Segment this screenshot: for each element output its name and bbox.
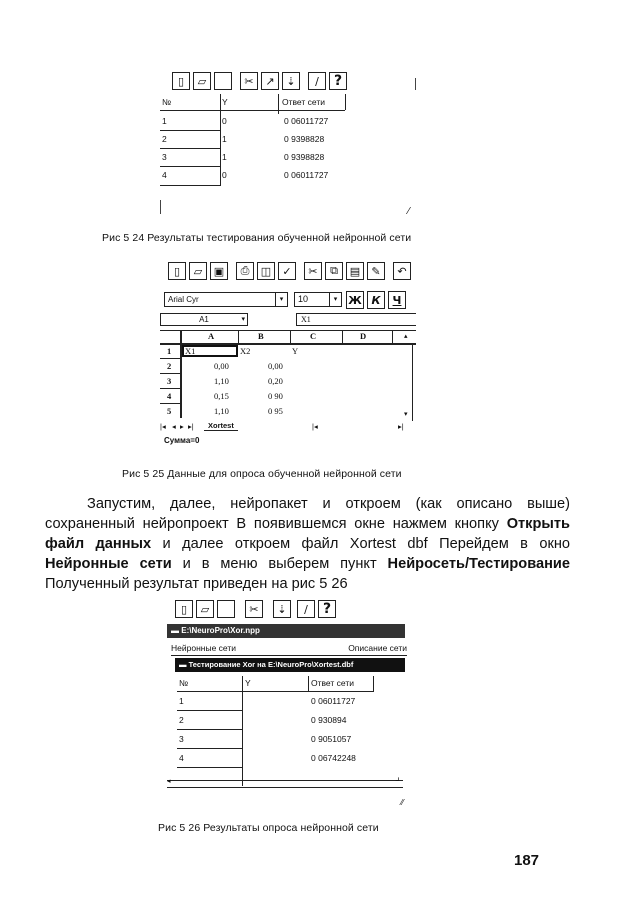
font-name-select[interactable] xyxy=(164,292,288,307)
table-row: 3 xyxy=(179,734,184,744)
fig24-header-y: Y xyxy=(222,97,228,107)
col-networks: Нейронные сети xyxy=(171,643,236,653)
fig26-caption: Рис 5 26 Результаты опроса нейронной сети xyxy=(158,822,379,834)
fig24-header-no: № xyxy=(162,97,172,107)
fig26-toolbar xyxy=(175,600,339,618)
new-file-icon[interactable]: ▯ xyxy=(172,72,190,90)
row-header[interactable]: 2 xyxy=(167,361,172,371)
table-cell[interactable]: 0,00 xyxy=(268,361,283,371)
paragraph-part-4: Полученный результат приведен на рис 5 26 xyxy=(45,576,348,592)
table-cell: 0 9051057 xyxy=(311,734,352,744)
paragraph-text xyxy=(45,494,570,594)
row-header[interactable]: 1 xyxy=(167,346,172,356)
table-cell: 0 xyxy=(222,116,227,126)
table-row: 2 xyxy=(162,134,167,144)
sheet-tabs-bar xyxy=(160,422,416,434)
font-size-value: 10 xyxy=(298,294,309,304)
column-header[interactable]: B xyxy=(258,331,264,341)
font-name-value: Arial Cyr xyxy=(168,295,199,304)
networks-header xyxy=(171,643,407,653)
table-cell[interactable]: X1 xyxy=(185,346,196,356)
next-sheet-icon[interactable]: ▸ xyxy=(180,422,184,431)
font-size-select[interactable] xyxy=(294,292,342,307)
first-sheet-icon[interactable]: |◂ xyxy=(160,422,166,431)
help-icon[interactable] xyxy=(329,72,347,90)
table-row: 4 xyxy=(179,753,184,763)
window-title-bar[interactable] xyxy=(167,624,405,638)
column-header[interactable]: D xyxy=(360,331,367,341)
table-row: 4 xyxy=(162,170,167,180)
table-row: 3 xyxy=(162,152,167,162)
column-header[interactable]: A xyxy=(208,331,215,341)
filter-icon[interactable]: ⇣ xyxy=(273,600,291,618)
table-cell: 0 06011727 xyxy=(311,696,356,706)
paragraph-part-3: и в меню выберем пункт xyxy=(171,556,388,572)
paragraph-part-2: и далее откроем файл Xortest dbf Перейдем в окно xyxy=(151,536,570,552)
scroll-mark xyxy=(160,200,161,214)
table-cell: 1 xyxy=(222,134,227,144)
figure-5-25 xyxy=(160,262,420,452)
table-cell: 0 06011727 xyxy=(284,170,329,180)
table-row: 2 xyxy=(179,715,184,725)
format-painter-icon[interactable]: ✎ xyxy=(367,262,385,280)
body-paragraph xyxy=(45,494,570,594)
table-cell[interactable]: 0,20 xyxy=(268,376,283,386)
table-cell: 0 9398828 xyxy=(284,134,325,144)
col-description: Описание сети xyxy=(348,643,407,653)
tools-icon[interactable]: ✂ xyxy=(245,600,263,618)
open-folder-icon[interactable]: ▱ xyxy=(189,262,207,280)
window-title: E:\NeuroPro\Xor.npp xyxy=(181,626,260,635)
fig24-header-answer: Ответ сети xyxy=(282,97,325,107)
italic-button[interactable] xyxy=(367,291,385,309)
open-data-file-term: Открыть файл данных xyxy=(45,516,570,552)
scroll-down-icon[interactable]: ▾ xyxy=(404,410,408,418)
fig24-toolbar xyxy=(172,72,350,90)
table-cell[interactable]: 1,10 xyxy=(214,406,229,416)
formula-value: X1 xyxy=(301,315,311,324)
cut-icon[interactable]: ✂ xyxy=(304,262,322,280)
cell-reference: A1 xyxy=(199,315,209,324)
row-header[interactable]: 5 xyxy=(167,406,172,416)
figure-5-24 xyxy=(160,72,435,222)
arrow-icon[interactable]: ↗ xyxy=(261,72,279,90)
status-sum: Сумма=0 xyxy=(164,436,200,445)
column-header[interactable]: C xyxy=(310,331,317,341)
neural-networks-term: Нейронные сети xyxy=(45,556,172,572)
table-cell[interactable]: Y xyxy=(292,346,299,356)
blank-icon[interactable] xyxy=(214,72,232,90)
table-row: 1 xyxy=(179,696,184,706)
undo-icon[interactable]: ↶ xyxy=(393,262,411,280)
italic-label: К xyxy=(371,293,381,307)
paste-icon[interactable]: ▤ xyxy=(346,262,364,280)
tools-icon[interactable]: ✂ xyxy=(240,72,258,90)
table-cell: 0 930894 xyxy=(311,715,347,725)
table-cell[interactable]: 0,00 xyxy=(214,361,229,371)
horizontal-scrollbar[interactable] xyxy=(167,780,403,788)
table-row: 1 xyxy=(162,116,167,126)
table-cell[interactable]: 1,10 xyxy=(214,376,229,386)
pen-icon[interactable]: ∕ xyxy=(297,600,315,618)
scroll-left-icon[interactable]: ◂ xyxy=(167,778,171,785)
fig26-header-answer: Ответ сети xyxy=(311,678,354,688)
table-cell[interactable]: 0 90 xyxy=(268,391,283,401)
table-cell[interactable]: 0,15 xyxy=(214,391,229,401)
table-cell[interactable]: 0 95 xyxy=(268,406,283,416)
help-glyph: ? xyxy=(333,73,343,89)
last-sheet-icon[interactable]: ▸| xyxy=(188,422,194,431)
table-cell: 0 06011727 xyxy=(284,116,329,126)
row-header[interactable]: 3 xyxy=(167,376,172,386)
table-cell: 1 xyxy=(222,152,227,162)
page-number: 187 xyxy=(514,852,540,869)
fig26-header-y: Y xyxy=(245,678,251,688)
bold-button[interactable] xyxy=(346,291,364,309)
figure-5-26 xyxy=(165,600,410,810)
inner-window-title: Тестирование Xor на E:\NeuroPro\Xortest.dbf xyxy=(188,660,354,669)
fig26-header-no: № xyxy=(179,678,189,688)
table-cell: 0 9398828 xyxy=(284,152,325,162)
help-icon[interactable] xyxy=(318,600,336,618)
open-folder-icon[interactable]: ▱ xyxy=(193,72,211,90)
name-box[interactable] xyxy=(160,313,248,326)
underline-button[interactable] xyxy=(388,291,406,309)
dropdown-arrow-icon[interactable]: ▾ xyxy=(275,293,287,306)
table-cell: 0 06742248 xyxy=(311,753,356,763)
new-file-icon[interactable]: ▯ xyxy=(168,262,186,280)
scroll-right-icon[interactable]: ▸| xyxy=(398,422,404,431)
row-header[interactable]: 4 xyxy=(167,391,172,401)
dropdown-arrow-icon: ▾ xyxy=(241,316,245,323)
resize-grip-icon[interactable]: ⁄ xyxy=(408,206,410,217)
sheet-tab[interactable]: Xortest xyxy=(204,421,238,431)
filter-icon[interactable]: ⇣ xyxy=(282,72,300,90)
formula-field[interactable] xyxy=(296,313,416,326)
table-cell: 0 xyxy=(222,170,227,180)
bold-label: Ж xyxy=(348,293,362,307)
print-icon[interactable]: ⎙ xyxy=(236,262,254,280)
menu-item-testing-term: Нейросеть/Тестирование xyxy=(387,556,570,572)
copy-icon[interactable]: ⧉ xyxy=(325,262,343,280)
pen-icon[interactable]: ∕ xyxy=(308,72,326,90)
help-glyph: ? xyxy=(322,601,332,617)
dropdown-arrow-icon[interactable]: ▾ xyxy=(329,293,341,306)
resize-grip-icon[interactable]: ⌟ xyxy=(395,772,400,783)
new-file-icon[interactable]: ▯ xyxy=(175,600,193,618)
cursor-mark xyxy=(415,78,416,90)
open-folder-icon[interactable]: ▱ xyxy=(196,600,214,618)
fig24-caption: Рис 5 24 Результаты тестирования обученной нейронной сети xyxy=(102,232,412,244)
window-icon: ▬ xyxy=(179,660,189,669)
inner-window-title-bar[interactable] xyxy=(175,658,405,672)
underline-label: Ч xyxy=(392,293,402,307)
fig25-caption: Рис 5 25 Данные для опроса обученной нейронной сети xyxy=(122,468,402,480)
spelling-icon[interactable]: ✓ xyxy=(278,262,296,280)
table-cell[interactable]: X2 xyxy=(240,346,251,356)
fig25-toolbar xyxy=(168,262,414,280)
scroll-up-icon[interactable]: ▴ xyxy=(404,332,408,340)
prev-sheet-icon[interactable]: ◂ xyxy=(172,422,176,431)
blank-icon[interactable] xyxy=(217,600,235,618)
scroll-left-icon[interactable]: |◂ xyxy=(312,422,318,431)
window-icon: ▬ xyxy=(171,626,182,635)
spreadsheet-grid xyxy=(160,330,416,422)
status-bar xyxy=(164,436,199,445)
preview-icon[interactable]: ◫ xyxy=(257,262,275,280)
save-icon[interactable]: ▣ xyxy=(210,262,228,280)
paragraph-part-1: Запустим, далее, нейропакет и откроем (как описано выше) сохраненный нейропроект В появившемся окне нажмем кнопку xyxy=(45,496,570,532)
corner-mark: ⁄⁄ xyxy=(401,798,404,807)
